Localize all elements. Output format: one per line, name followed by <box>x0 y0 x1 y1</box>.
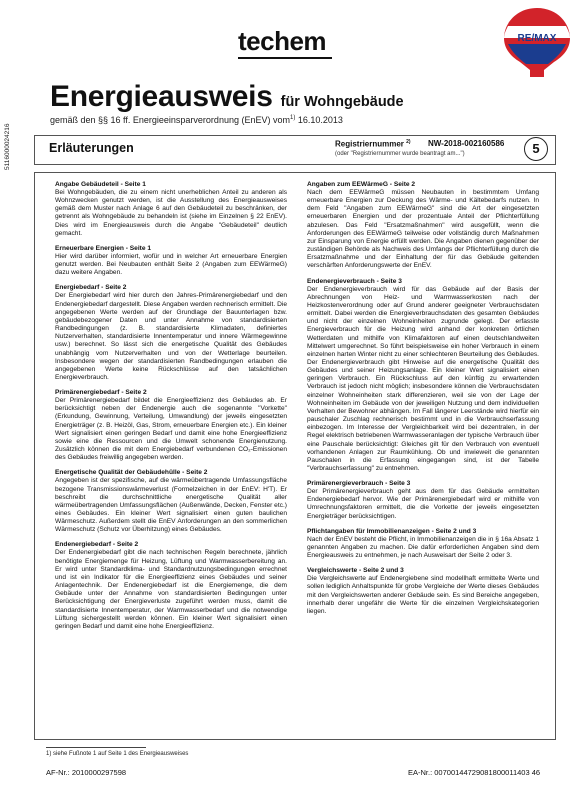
section-primaerenergieverbrauch <box>307 480 539 521</box>
section-heading: Erneuerbare Energien - Seite 1 <box>55 244 152 252</box>
section-endenergieverbrauch <box>307 278 539 474</box>
ea-number: EA-Nr.: 00700144729081800011403 46 <box>408 768 541 777</box>
footnote: 1) siehe Fußnote 1 auf Seite 1 des Energieausweises <box>46 751 189 757</box>
section-heading: Angaben zum EEWärmeG - Seite 2 <box>307 181 416 188</box>
remax-balloon-logo <box>500 4 574 80</box>
serial-number-side: 5116000024216 <box>4 123 11 170</box>
registration-note: (oder "Registriernummer wurde beantragt am...") <box>335 151 465 157</box>
section-body: Der Endenergieverbrauch wird für das Gebäude auf der Basis der Abrechnungen von Heiz- und Warmwasserkosten nach der Heizkostenverordnung oder auf Grund anderer geeigneter Verbrauchsdaten ermittelt. Dabei werden die Energieverbrauchsdaten des gesamten Gebäudes und nicht der einzelnen Wohneinheiten zugrunde gelegt. Der erfasste Energieverbrauch für die Heizung wird anhand der konkreten örtlichen Wetterdaten und mithilfe von Klimafaktoren auf einen deutschlandweiten Mittelwert umgerechnet. So führt beispielsweise ein hoher Verbrauch in einem einzelnen harten Winter nicht zu einer schlechteren Beurteilung des Gebäudes. Der Endenergieverbrauch gibt Hinweise auf die energetische Qualität des Gebäudes und seiner Heizungsanlage. Ein kleiner Wert signalisiert einen geringen Verbrauch. Ein Rückschluss auf den künftig zu erwartenden Verbrauch ist jedoch nicht möglich; insbesondere können die Verbrauchsdaten einzelner Wohneinheiten stark differenzieren, weil sie von der Lage der Wohneinheiten im Gebäude von der jeweiligen Nutzung und dem individuellen Verhalten der Bewohner abhängen. Im Fall längerer Leerstände wird hierfür ein pauschaler Zuschlag rechnerisch bestimmt und in die Verbrauchserfassung einbezogen. Im Interesse der Vergleichbarkeit wird bei dezentralen, in der Regel elektrisch betriebenen Warmwasseranlagen der typische Verbrauch über eine Pauschale berücksichtigt: Gleiches gilt für den Verbrauch von eventuell vorhandenen Anlagen zur Raumkühlung. Ob und inwieweit die genannten Pauschalen in die Erfassung eingegangen sind, ist der Tabelle "Verbrauchserfassung" zu entnehmen. <box>307 285 539 472</box>
section-gebaeudeteil <box>55 181 287 238</box>
document-title: Energieausweis für Wohngebäude <box>50 80 404 113</box>
page-number-badge: 5 <box>524 137 548 161</box>
left-column <box>55 181 287 638</box>
section-heading: Pflichtangaben für Immobilienanzeigen - Seite 2 und 3 <box>307 527 477 535</box>
section-energiebedarf <box>55 284 287 382</box>
logo-underline <box>238 57 332 59</box>
registration-label: Registriernummer $^{2)}$ <box>335 139 411 149</box>
section-body: Die Vergleichswerte auf Endenergiebene sind modellhaft ermittelte Werte und sollen lediglich Anhaltspunkte für grobe Vergleiche der Werte dieses Gebäudes mit den Vergleichswerten anderer Gebäude sein. Es sind Bereiche angegeben, innerhalb derer ungefähr die Werte für die einzelnen Vergleichskategorien liegen. <box>307 575 539 615</box>
section-primaerenergiebedarf <box>55 389 287 462</box>
techem-logo: techem <box>238 26 327 56</box>
af-number: AF-Nr.: 2010000297598 <box>46 768 127 777</box>
section-heading: Primärenergiebedarf - Seite 2 <box>55 389 147 397</box>
section-heading: Endenergieverbrauch - Seite 3 <box>307 277 402 285</box>
section-heading: Energetische Qualität der Gebäudehülle - Seite 2 <box>55 469 208 477</box>
remax-wordmark: RE/MAX <box>517 33 557 44</box>
section-body: Bei Wohngebäuden, die zu einem nicht unerheblichen Anteil zu anderen als Wohnzwecken genutzt werden, ist die Ausstellung des Energieausweises gemäß dem Muster nach Anlage 6 auf den Gebäudeteil zu beschränken, der getrennt als Wohngebäude zu behandeln ist (siehe im Einzelnen § 22 EnEV). Dies wird im Energieausweis durch die Angabe "Gebäudeteil" deutlich gemacht. <box>55 189 287 237</box>
section-endenergiebedarf <box>55 541 287 631</box>
section-body: Nach dem EEWärmeG müssen Neubauten in bestimmtem Umfang erneuerbare Energien zur Deckung des Wärme- und Kältebedarfs nutzen. In dem Feld "Angaben zum EEWärmeG" sind die Art der eingesetzten erneuerbaren Energien und der prozentuale Anteil der Pflichterfüllung abzulesen. Das Feld "Ersatzmaßnahmen" wird ausgefüllt, wenn die Anforderungen des EEWärmeG teilweise oder vollständig durch Maßnahmen zur Einsparung von Energie erfüllt werden. Die Angaben dienen gegenüber der zuständigen Behörde als Nachweis des Umfangs der Pflichterfüllung durch die Ersatzmaßnahme und der Einhaltung der für das Gebäude geltenden verschärften Anforderungswerte der EnEV. <box>307 189 539 270</box>
registration-number: NW-2018-002160586 <box>428 139 505 148</box>
right-column <box>307 181 539 623</box>
section-heading: Vergleichswerte - Seite 2 und 3 <box>307 567 404 575</box>
section-eewaermeg <box>307 181 539 271</box>
section-header-box <box>34 135 556 165</box>
explanations-box <box>34 172 556 740</box>
section-pflichtangaben <box>307 528 539 560</box>
section-body: Hier wird darüber informiert, wofür und in welcher Art erneuerbare Energien genutzt werden. Bei Neubauten enthält Seite 2 (Angaben zum EEWärmeG) dazu weitere Angaben. <box>55 252 287 277</box>
section-heading: Primärenergieverbrauch - Seite 3 <box>307 480 411 488</box>
section-body: Der Endenergiebedarf gibt die nach technischen Regeln berechnete, jährlich benötigte Energiemenge für Heizung, Lüftung und Warmwasserbereitung an. Er wird unter Standardklima- und Standardnutzungsbedingungen errechnet und ist ein Indikator für die Energieeffizienz eines Gebäudes und seiner Anlagentechnik. Der Endenergiebedarf ist die Energiemenge, die dem Gebäude unter der Annahme von standardisierten Bedingungen unter Berücksichtigung der Energieverluste zugeführt werden muss, damit die standardisierte Innentemperatur, der Warmwasserbedarf und die notwendige Lüftung sichergestellt werden können. Ein kleiner Wert signalisiert einen geringen Bedarf und damit eine hohe Energieeffizienz. <box>55 549 287 630</box>
section-vergleichswerte <box>307 567 539 616</box>
section-body: Der Energiebedarf wird hier durch den Jahres-Primärenergiebedarf und den Endenergiebedarf dargestellt. Diese Angaben werden rechnerisch ermittelt. Die angegebenen Werte werden auf der Grundlage der Bauunterlagen bzw. gebäudebezogener Daten und unter Annahme von standardisierten Randbedingungen (z. B. standardisierte Klimadaten, definiertes Nutzerverhalten, standardisierte Innentemperatur und innere Wärmegewinne usw.) berechnet. So lässt sich die energetische Qualität des Gebäudes unabhängig vom Nutzerverhalten und von der Wetterlage beurteilen. Insbesondere wegen der standardisierten Randbedingungen erlauben die angegebenen Werte keine Rückschlüsse auf den tatsächlichen Energieverbrauch. <box>55 292 287 381</box>
section-erneuerbare <box>55 245 287 277</box>
section-title: Erläuterungen <box>49 141 134 155</box>
legal-basis-line: gemäß den §§ 16 ff. Energieeinsparverordnung (EnEV) vom$^{1)}$ 16.10.2013 <box>50 115 343 125</box>
section-body: Angegeben ist der spezifische, auf die wärmeübertragende Umfassungsfläche bezogene Transmissionswärmeverlust (Formelzeichen in der EnEV: H'T). Er beschreibt die durchschnittliche energetische Qualität aller wärmeübertragenden Umfassungsflächen (Außenwände, Decken, Fenster etc.) eines Gebäudes. Ein kleiner Wert signalisiert einen guten baulichen Wärmeschutz. Außerdem stellt die EnEV Anforderungen an den sommerlichen Wärmeschutz (Schutz vor Überhitzung) eines Gebäudes. <box>55 477 287 534</box>
section-heading: Endenergiebedarf - Seite 2 <box>55 541 139 549</box>
section-body: Der Primärenergieverbrauch geht aus dem für das Gebäude ermittelten Endenergiebedarf hervor. Wie der Primärenergiebedarf wird er mithilfe von Umrechnungsfaktoren ermittelt, die die Vorkette der jeweils eingesetzten Energieträger berücksichtigen. <box>307 488 539 520</box>
section-gebaeudehuelle <box>55 469 287 534</box>
section-heading: Angabe Gebäudeteil - Seite 1 <box>55 181 146 188</box>
section-heading: Energiebedarf - Seite 2 <box>55 284 127 292</box>
section-body: Der Primärenergiebedarf bildet die Energieeffizienz des Gebäudes ab. Er berücksichtigt neben der Endenergie auch die sogenannte "Vorkette" (Erkundung, Gewinnung, Verteilung, Umwandlung) der jeweils eingesetzten Energieträger (z. B. Heizöl, Gas, Strom, erneuerbare Energien etc.). Ein kleiner Wert signalisiert einen geringen Bedarf und damit eine hohe Energieeffizienz sowie eine die Ressourcen und die Umwelt schonende Energienutzung. Zusätzlich können die mit dem Energiebedarf verbundenen CO₂-Emissionen des Gebäudes freiwillig angegeben werden. <box>55 397 287 462</box>
section-body: Nach der EnEV besteht die Pflicht, in Immobilienanzeigen die in § 16a Absatz 1 genannten Angaben zu machen. Die dafür erforderlichen Angaben sind dem Energieausweis zu entnehmen, je nach Ausweisart der Seite 2 oder 3. <box>307 535 539 560</box>
footnote-divider <box>46 747 146 748</box>
